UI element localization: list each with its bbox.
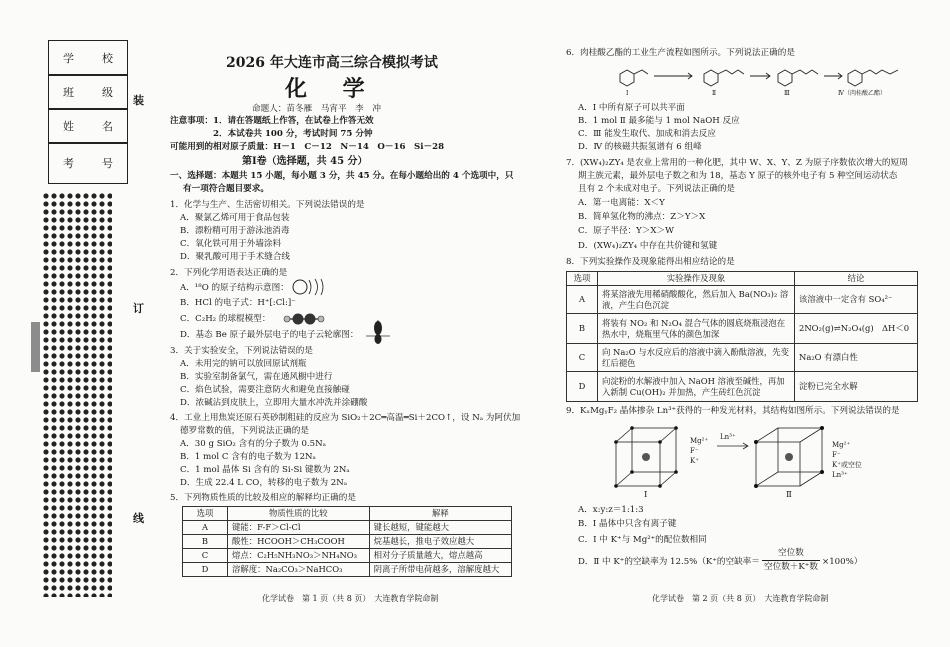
- q5-row-c-comparison: 熔点：C₂H₅NH₃NO₃＞NH₄NO₃: [228, 549, 370, 563]
- q5-row-d-explanation: 阴离子所带电荷越多，溶解度越大: [369, 563, 511, 577]
- table-row: [567, 372, 918, 402]
- q7-option-a[interactable]: A．第一电离能：X＜Y: [578, 198, 665, 208]
- legend-1-f: F⁻: [690, 447, 699, 455]
- q8-row-d-option: D: [567, 372, 598, 402]
- q4-option-a[interactable]: A．30 g SiO₂ 含有的分子数为 0.5Nₐ: [180, 439, 326, 449]
- q5-row-d-comparison: 溶解度：Na₂CO₃＞NaHCO₃: [228, 563, 370, 577]
- reaction-arrow-icon: [716, 442, 750, 450]
- q5-row-b-comparison: 酸性：HCOOH＞CH₃COOH: [228, 535, 370, 549]
- q3-option-c[interactable]: C．焰色试验，需要注意防火和避免直接触碰: [180, 385, 350, 395]
- q5-row-c-option: C: [183, 549, 228, 563]
- q4-option-d[interactable]: D．生成 22.4 L CO，转移的电子数为 2Nₐ: [180, 478, 348, 488]
- q1-option-b[interactable]: B．漂粉精可用于游泳池消毒: [180, 226, 290, 236]
- class-label-b: 级: [102, 86, 113, 99]
- q1-stem: 1．化学与生产、生活密切相关。下列说法错误的是: [170, 200, 365, 210]
- q3-option-b[interactable]: B．实验室制备氯气，需在通风橱中进行: [180, 372, 333, 382]
- q8-table-header: [567, 272, 918, 286]
- q5-header-comparison: 物质性质的比较: [228, 507, 370, 521]
- q8-row-b-option: B: [567, 314, 598, 344]
- q6-option-a[interactable]: A．Ⅰ 中所有原子可以共平面: [578, 103, 685, 113]
- q8-row-d-operation: 向淀粉的水解液中加入 NaOH 溶液至碱性，再加入新制 Cu(OH)₂ 并加热，产生砖红色沉淀: [598, 372, 795, 402]
- q8-header-operation: 实验操作及现象: [598, 272, 795, 286]
- section-title: 第Ⅰ卷（选择题，共 45 分）: [242, 156, 368, 167]
- legend-2-k: K⁺或空位: [832, 461, 862, 469]
- instructions-2: 有一项符合题目要求。: [183, 184, 269, 194]
- binding-mark-zhuang: 装: [133, 94, 144, 107]
- q2-option-b[interactable]: B．HCl 的电子式：H⁺[:Cl:]⁻: [180, 298, 296, 308]
- q2-option-c[interactable]: C．C₂H₂ 的球棍模型：: [180, 314, 271, 324]
- binding-grey-bar: [31, 322, 40, 372]
- q8-row-c-option: C: [567, 344, 598, 372]
- table-row: [567, 344, 918, 372]
- q7-option-b[interactable]: B．简单氢化物的沸点：Z＞Y＞X: [578, 212, 706, 222]
- q9-option-b[interactable]: B．Ⅰ 晶体中只含有离子键: [578, 519, 677, 529]
- page-1-footer: 化学试卷 第 1 页（共 8 页） 大连教育学院命制: [262, 594, 439, 603]
- q9-option-c[interactable]: C．Ⅰ 中 K⁺与 Mg²⁺的配位数相同: [578, 535, 707, 545]
- page-2-footer: 化学试卷 第 2 页（共 8 页） 大连教育学院命制: [652, 594, 829, 603]
- exam-title: 2026 年大连市高三综合模拟考试: [226, 55, 438, 71]
- table-row: [183, 563, 512, 577]
- q5-row-c-explanation: 相对分子质量越大，熔点越高: [369, 549, 511, 563]
- q5-header-option: 选项: [183, 507, 228, 521]
- legend-1-k: K⁺: [690, 457, 699, 465]
- class-field[interactable]: [48, 74, 128, 110]
- q6-option-b[interactable]: B．1 mol Ⅱ 最多能与 1 mol NaOH 反应: [578, 116, 740, 126]
- legend-2-ln: Ln³⁺: [832, 471, 848, 479]
- cell-label-1: Ⅰ: [644, 490, 648, 500]
- legend-2-f: F⁻: [832, 451, 841, 459]
- school-label-a: 学: [63, 52, 74, 65]
- ball-stick-model-icon: [282, 312, 326, 326]
- binding-strip: [0, 0, 144, 647]
- q9-option-a[interactable]: A．x:y:z＝1:1:3: [578, 505, 644, 515]
- authors: 命题人：苗冬雁 马宵平 李 冲: [252, 104, 381, 114]
- table-row: [183, 535, 512, 549]
- q1-option-c[interactable]: C．氧化铁可用于外墙涂料: [180, 239, 282, 249]
- q5-row-a-explanation: 键长越短，键能越大: [369, 521, 511, 535]
- class-label-a: 班: [63, 86, 74, 99]
- atom-structure-icon: [292, 277, 326, 297]
- binding-mark-ding: 订: [133, 302, 144, 315]
- q2-option-d[interactable]: D．基态 Be 原子最外层电子的电子云轮廓图：: [180, 330, 359, 340]
- dopant-arrow-label: Ln³⁺: [720, 433, 736, 441]
- q5-table: [182, 506, 512, 577]
- q8-row-b-operation: 将装有 NO₂ 和 N₂O₄ 混合气体的圆底烧瓶浸泡在热水中，烧瓶里气体的颜色加深: [598, 314, 795, 344]
- q3-option-a[interactable]: A．未用完的钠可以放回原试剂瓶: [180, 359, 307, 369]
- q6-stem: 6．肉桂酸乙酯的工业生产流程如图所示。下列说法正确的是: [566, 48, 795, 58]
- note-2: 2．本试卷共 100 分，考试时间 75 分钟: [213, 129, 373, 139]
- subject-title: 化 学: [285, 76, 379, 102]
- q9-option-d[interactable]: D．Ⅱ 中 K⁺的空缺率为 12.5%（K⁺的空缺率＝: [578, 557, 760, 567]
- school-field[interactable]: [48, 40, 128, 76]
- compound-label-3: Ⅲ: [784, 90, 790, 97]
- q4-stem-2: 德罗常数的值，下列说法正确的是: [180, 426, 309, 436]
- table-row: [183, 521, 512, 535]
- orbital-contour-icon: [364, 318, 392, 346]
- q3-option-d[interactable]: D．浓碱沾到皮肤上，立即用大量水冲洗并涂硼酸: [180, 398, 368, 408]
- q4-option-c[interactable]: C．1 mol 晶体 Si 含有的 Si-Si 键数为 2Nₐ: [180, 465, 350, 475]
- table-row: [567, 286, 918, 314]
- compound-label-1: Ⅰ: [626, 90, 629, 97]
- q8-table: [566, 271, 918, 402]
- fraction-bar: [762, 560, 820, 561]
- q5-row-b-option: B: [183, 535, 228, 549]
- q5-row-a-option: A: [183, 521, 228, 535]
- anti-copy-pattern: [42, 192, 112, 597]
- q1-option-d[interactable]: D．聚乳酸可用于手术缝合线: [180, 252, 291, 262]
- exam-number-field[interactable]: [48, 142, 128, 184]
- q5-row-a-comparison: 键能：F-F＞Cl-Cl: [228, 521, 370, 535]
- q9-fraction-bottom: 空位数＋K⁺数: [764, 562, 818, 572]
- legend-1-mg: Mg²⁺: [690, 437, 709, 445]
- q9-fraction-top: 空位数: [778, 548, 804, 558]
- q8-row-a-conclusion: 该溶液中一定含有 SO₄²⁻: [795, 286, 918, 314]
- q7-option-d[interactable]: D．(XW₄)₂ZY₄ 中存在共价键和氢键: [578, 241, 718, 251]
- school-label-b: 校: [102, 52, 113, 65]
- q7-stem: 7．(XW₄)₂ZY₄ 是农业上常用的一种化肥，其中 W、X、Y、Z 为原子序数依次增大的短周: [566, 158, 908, 168]
- cell-label-2: Ⅱ: [786, 490, 792, 500]
- q7-option-c[interactable]: C．原子半径：Y＞X＞W: [578, 226, 674, 236]
- q8-row-c-operation: 向 Na₂O 与水反应后的溶液中滴入酚酞溶液，先变红后褪色: [598, 344, 795, 372]
- q8-row-c-conclusion: Na₂O 有漂白性: [795, 344, 918, 372]
- table-row: [567, 314, 918, 344]
- q7-stem-3: 且有 2 个未成对电子。下列说法正确的是: [578, 184, 736, 194]
- name-label-a: 姓: [63, 120, 74, 133]
- q6-option-d[interactable]: D．Ⅳ 的核磁共振氢谱有 6 组峰: [578, 142, 702, 152]
- q1-option-a[interactable]: A．聚氯乙烯可用于食品包装: [180, 213, 290, 223]
- q4-stem: 4．工业上用焦炭还原石英砂制粗硅的反应为 SiO₂＋2C═高温═Si＋2CO↑，设 Nₐ 为阿伏加: [170, 413, 521, 423]
- q5-row-d-option: D: [183, 563, 228, 577]
- q7-stem-2: 期主族元素，最外层电子数之和为 18，基态 Y 原子的核外电子有 5 种空间运动状态: [578, 171, 898, 181]
- q9-stem: 9．KₓMgᵧF₂ 晶体掺杂 Ln³⁺获得的一种发光材料，其结构如图所示。下列说法错误的是: [566, 406, 900, 416]
- q9-tail: ×100%）: [822, 557, 863, 567]
- table-row: [183, 549, 512, 563]
- crystal-cell-2: [752, 424, 828, 488]
- compound-label-4: Ⅳ（肉桂酸乙酯）: [838, 90, 886, 97]
- compound-label-2: Ⅱ: [712, 90, 717, 97]
- q4-option-b[interactable]: B．1 mol C 含有的电子数为 12Nₐ: [180, 452, 316, 462]
- crystal-cell-1: [612, 424, 682, 488]
- q3-stem: 3．关于实验安全，下列说法错误的是: [170, 346, 313, 356]
- q2-option-a[interactable]: A．¹⁸O 的原子结构示意图：: [180, 283, 289, 293]
- q8-header-conclusion: 结论: [795, 272, 918, 286]
- exam-number-label-a: 考: [63, 157, 74, 170]
- q8-row-b-conclusion: 2NO₂(g)⇌N₂O₄(g) ΔH＜0: [795, 314, 918, 344]
- q8-row-a-operation: 将某溶液先用稀硝酸酸化，然后加入 Ba(NO₃)₂ 溶液，产生白色沉淀: [598, 286, 795, 314]
- instructions-1: 一、选择题：本题共 15 小题，每小题 3 分，共 45 分。在每小题给出的 4 个选项中，只: [170, 171, 514, 181]
- q5-row-b-explanation: 烷基越长，推电子效应越大: [369, 535, 511, 549]
- q8-stem: 8．下列实验操作及现象能得出相应结论的是: [566, 257, 735, 267]
- q6-option-c[interactable]: C．Ⅲ 能发生取代、加成和消去反应: [578, 129, 716, 139]
- note-1: 注意事项：1．请在答题纸上作答，在试卷上作答无效: [170, 116, 374, 126]
- name-field[interactable]: [48, 108, 128, 144]
- q8-row-d-conclusion: 淀粉已完全水解: [795, 372, 918, 402]
- q5-stem: 5．下列物质性质的比较及相应的解释均正确的是: [170, 493, 356, 503]
- q8-row-a-option: A: [567, 286, 598, 314]
- q5-table-header: [183, 507, 512, 521]
- exam-number-label-b: 号: [102, 157, 113, 170]
- legend-2-mg: Mg²⁺: [832, 441, 851, 449]
- q8-header-option: 选项: [567, 272, 598, 286]
- name-label-b: 名: [102, 120, 113, 133]
- q2-stem: 2．下列化学用语表达正确的是: [170, 268, 288, 278]
- q5-header-explanation: 解释: [369, 507, 511, 521]
- binding-mark-xian: 线: [133, 512, 144, 525]
- atomic-masses: 可能用到的相对原子质量：H－1 C－12 N－14 O－16 Si－28: [170, 142, 445, 152]
